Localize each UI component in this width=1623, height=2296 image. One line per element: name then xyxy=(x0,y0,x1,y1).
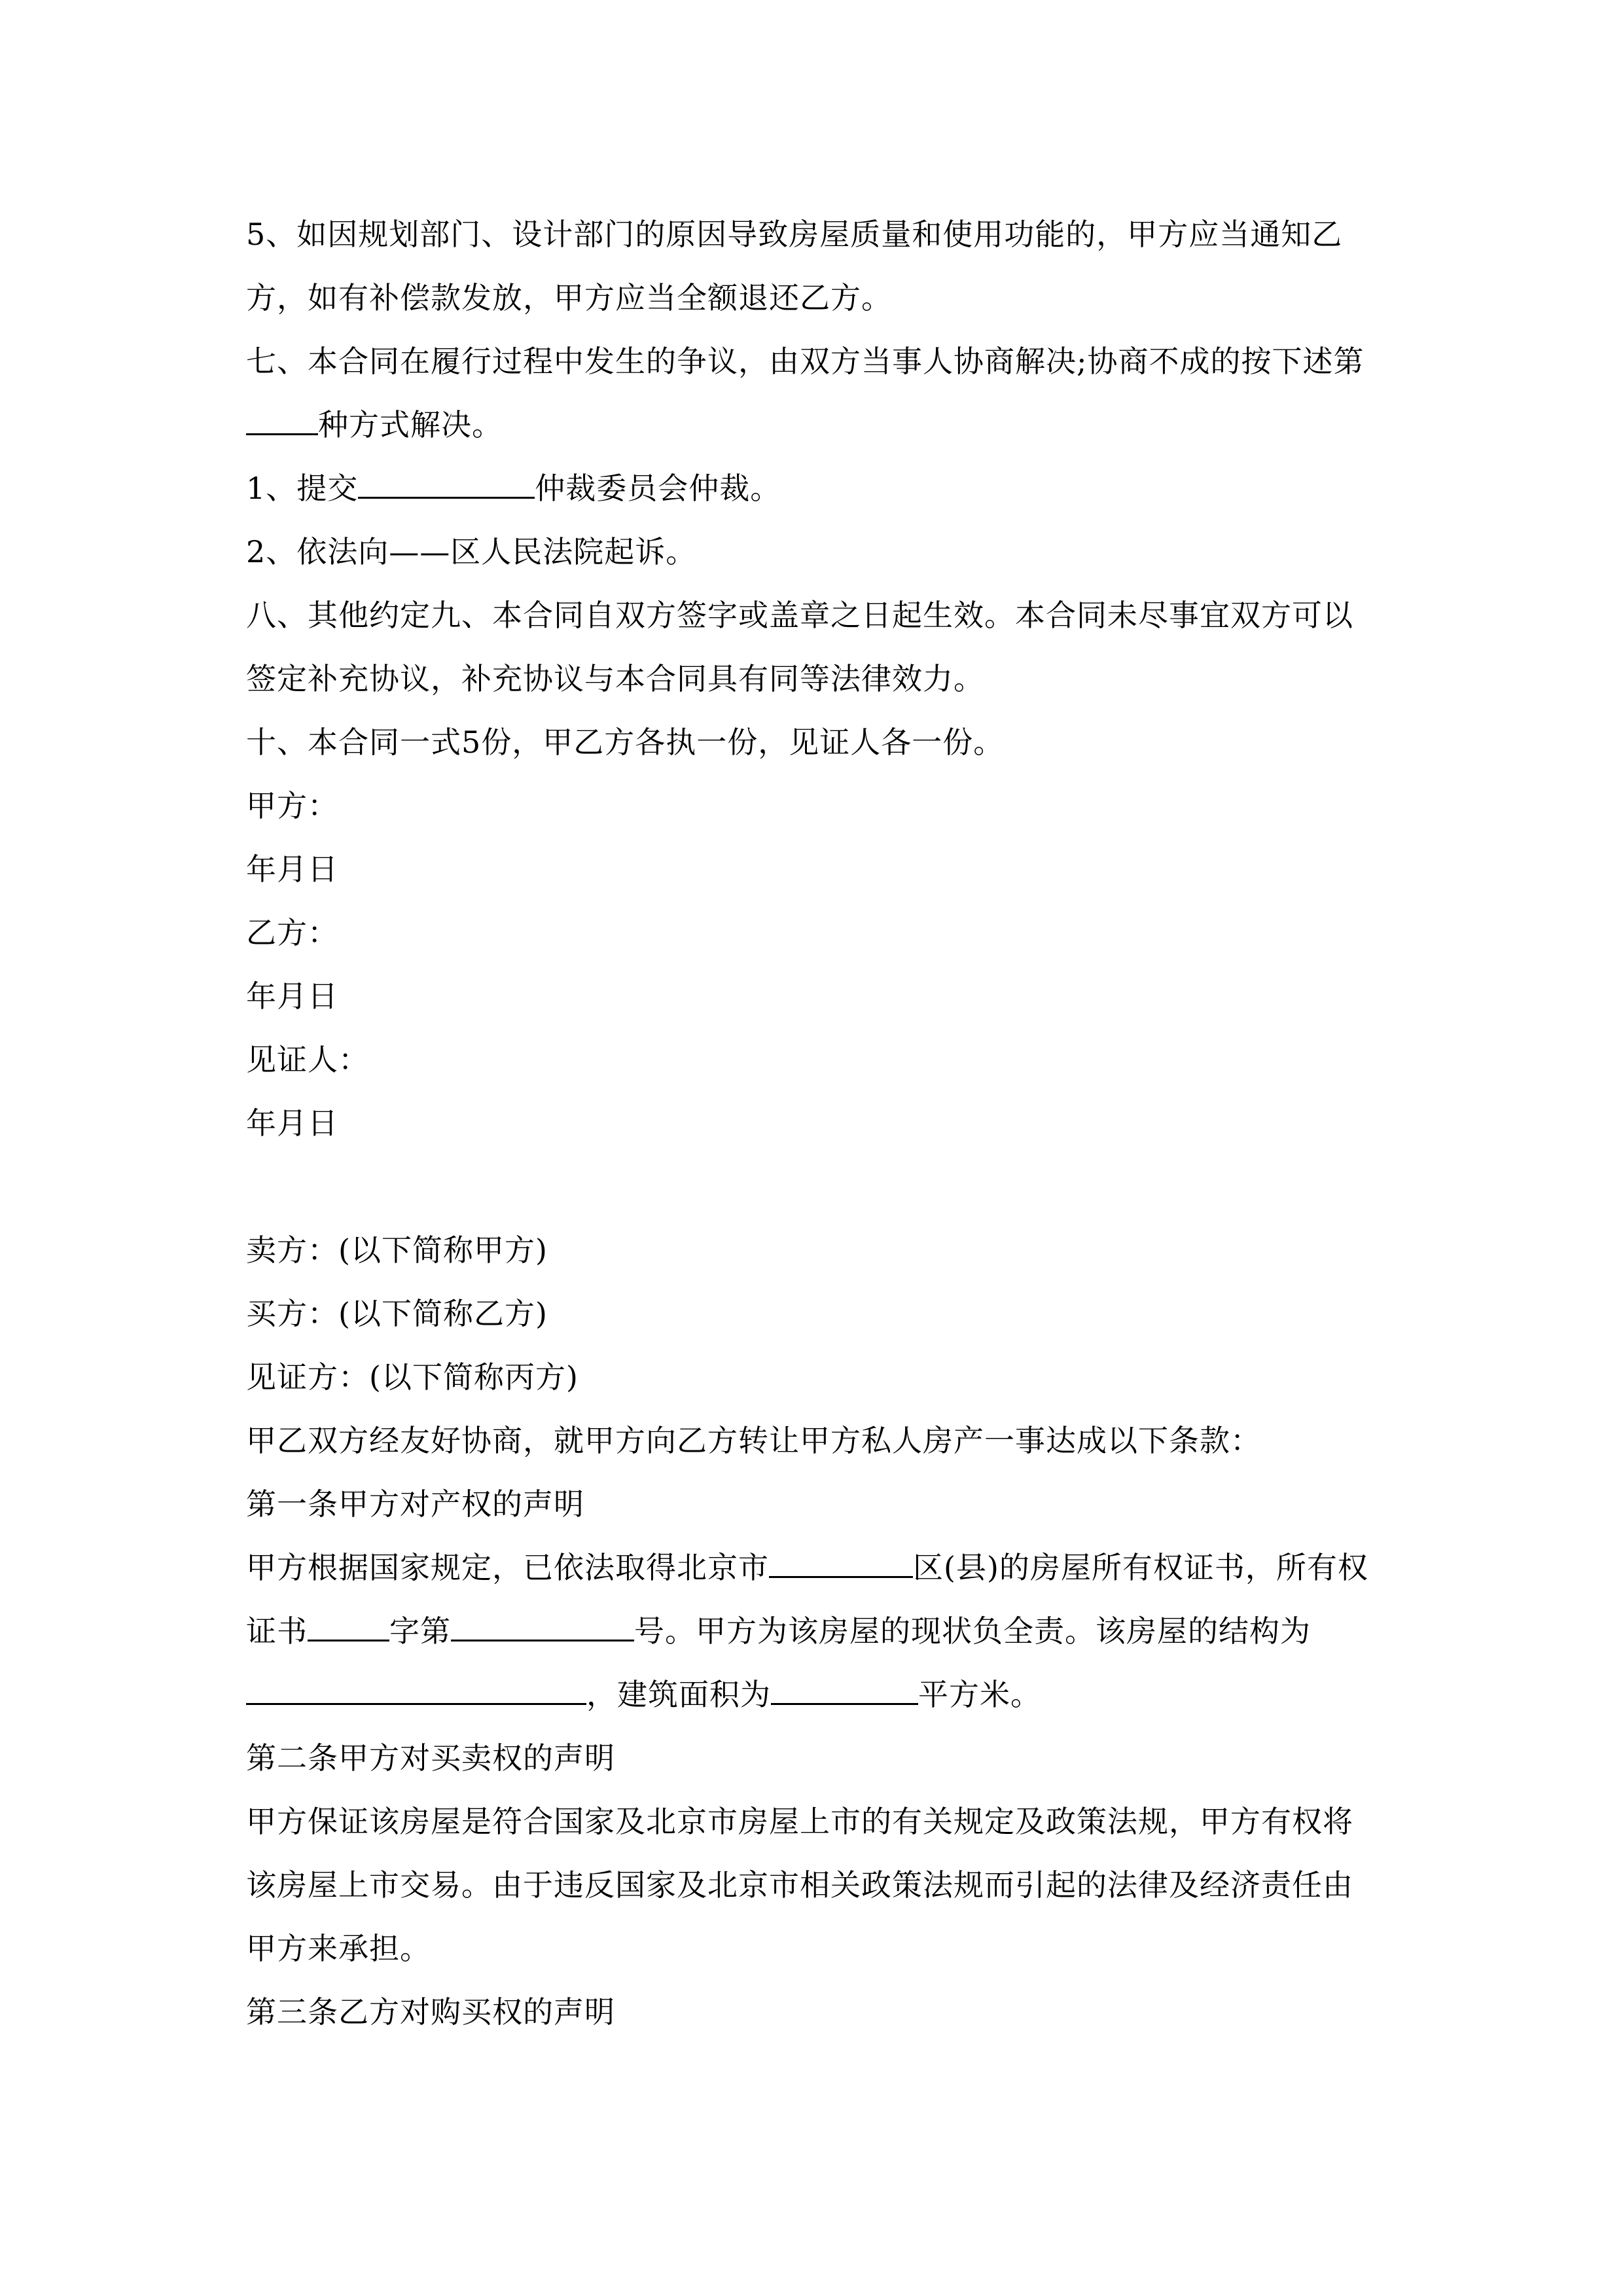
fill-blank[interactable] xyxy=(246,404,318,435)
witness-party-line: 见证方：(以下简称丙方) xyxy=(246,1359,579,1395)
fill-blank[interactable] xyxy=(308,1611,389,1641)
fill-blank[interactable] xyxy=(771,1674,918,1705)
clause-7-paragraph: 七、本合同在履行过程中发生的争议，由双方当事人协商解决;协商不成的按下述第种方式解决。 xyxy=(246,344,1364,442)
court-option: 2、依法向——区人民法院起诉。 xyxy=(246,534,697,569)
witness-date-label: 年月日 xyxy=(246,1105,338,1141)
party-b-signature-label: 乙方： xyxy=(246,915,338,950)
clause-8-9-paragraph: 八、其他约定九、本合同自双方签字或盖章之日起生效。本合同未尽事宜双方可以签定补充协议，补充协议与本合同具有同等法律效力。 xyxy=(246,598,1353,696)
arbitration-option: 1、提交 仲裁委员会仲裁。 xyxy=(246,457,1378,520)
agreement-intro: 甲乙双方经友好协商，就甲方向乙方转让甲方私人房产一事达成以下条款： xyxy=(246,1423,1261,1458)
witness-signature-label: 见证人： xyxy=(246,1042,369,1077)
article-1-heading: 第一条甲方对产权的声明 xyxy=(246,1486,584,1522)
document-body xyxy=(246,203,1378,2044)
section-gap xyxy=(246,1155,1378,1219)
party-b-date-label: 年月日 xyxy=(246,978,338,1014)
seller-line: 卖方：(以下简称甲方) xyxy=(246,1232,548,1268)
buyer-line: 买方：(以下简称乙方) xyxy=(246,1296,548,1331)
fill-blank[interactable] xyxy=(769,1547,913,1578)
article-3-heading: 第三条乙方对购买权的声明 xyxy=(246,1994,615,2030)
article-1-body: 甲方根据国家规定，已依法取得北京市 区(县)的房屋所有权证书，所有权证书 字第 号。甲方为该房屋的现状负全责。该房屋的结构为，建筑面积为 平方米。 xyxy=(246,1536,1378,1727)
clause-5-paragraph: 5、如因规划部门、设计部门的原因导致房屋质量和使用功能的，甲方应当通知乙方，如有补偿款发放，甲方应当全额退还乙方。 xyxy=(246,217,1343,315)
fill-blank[interactable] xyxy=(358,468,535,499)
fill-blank[interactable] xyxy=(451,1611,634,1641)
article-2-heading: 第二条甲方对买卖权的声明 xyxy=(246,1740,615,1776)
party-a-date-label: 年月日 xyxy=(246,852,338,887)
fill-blank[interactable] xyxy=(246,1674,586,1705)
article-2-body: 甲方保证该房屋是符合国家及北京市房屋上市的有关规定及政策法规，甲方有权将该房屋上市交易。由于违反国家及北京市相关政策法规而引起的法律及经济责任由甲方来承担。 xyxy=(246,1804,1353,1966)
clause-10-paragraph: 十、本合同一式5份，甲乙方各执一份，见证人各一份。 xyxy=(246,725,1005,760)
party-a-signature-label: 甲方： xyxy=(246,788,338,823)
